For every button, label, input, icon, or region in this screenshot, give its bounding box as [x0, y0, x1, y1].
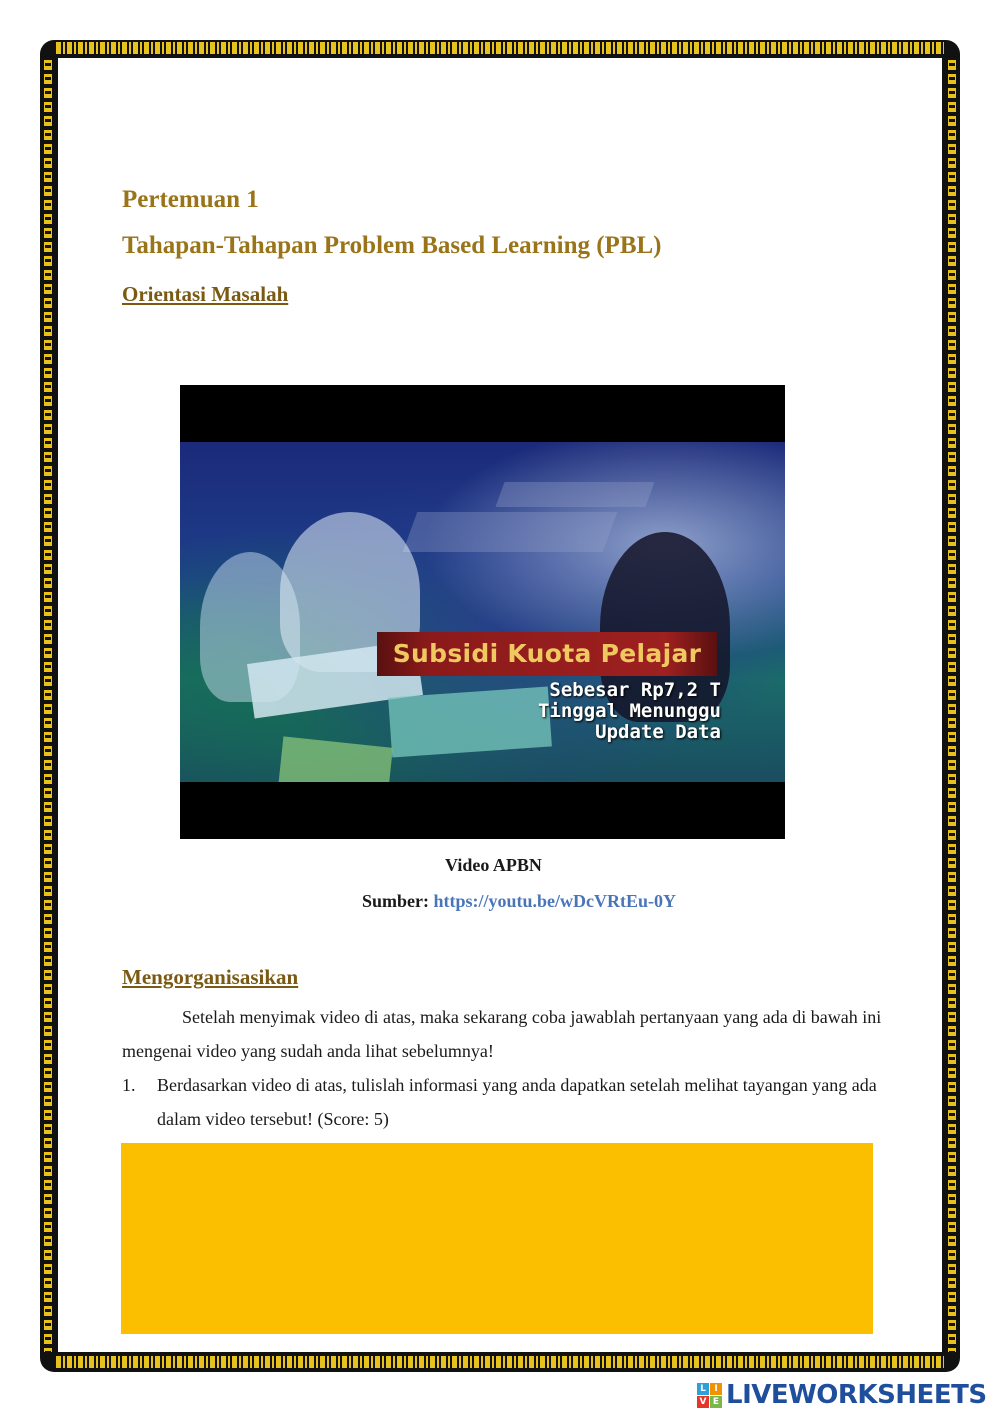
question-text: Berdasarkan video di atas, tulislah informasi yang anda dapatkan setelah melihat tayangan yang ada dalam video tersebut! (Score: 5)	[157, 1075, 877, 1129]
frame-border-top	[56, 42, 944, 54]
video-banner-line: Update Data	[595, 721, 721, 743]
question-item	[122, 1068, 882, 1136]
answer-input[interactable]	[121, 1143, 873, 1334]
video-thumbnail[interactable]	[180, 442, 785, 782]
video-banner-line: Tinggal Menunggu	[537, 700, 721, 722]
frame-border-right	[946, 58, 958, 1354]
thumbnail-book	[388, 686, 552, 757]
video-banner-subtitle	[538, 680, 721, 743]
question-number: 1.	[122, 1075, 136, 1095]
frame-border-left	[42, 58, 54, 1354]
source-link[interactable]: https://youtu.be/wDcVRtEu-0Y	[433, 891, 677, 911]
video-banner-title: Subsidi Kuota Pelajar	[377, 632, 717, 676]
thumbnail-desk	[403, 512, 618, 552]
video-player[interactable]	[180, 385, 785, 839]
thumbnail-book	[277, 736, 393, 782]
brand-name: LIVEWORKSHEETS	[726, 1380, 987, 1410]
liveworksheets-logo	[697, 1378, 987, 1412]
video-source	[362, 891, 676, 912]
instruction-paragraph: Setelah menyimak video di atas, maka sekarang coba jawablah pertanyaan yang ada di bawah ini mengenai video yang sudah anda lihat sebelumnya!	[122, 1007, 882, 1061]
video-caption: Video APBN	[445, 855, 542, 875]
source-label: Sumber:	[362, 891, 429, 911]
thumbnail-desk	[495, 482, 654, 507]
section-heading-organize: Mengorganisasikan	[122, 965, 299, 989]
liveworksheets-logo-icon: L I V E	[697, 1383, 722, 1408]
frame-border-bottom	[56, 1356, 944, 1368]
section-heading-orientation: Orientasi Masalah	[122, 282, 289, 306]
video-banner-line: Sebesar Rp7,2 T	[549, 679, 721, 701]
meeting-heading: Pertemuan 1	[122, 186, 259, 213]
page-title: Tahapan-Tahapan Problem Based Learning (PBL)	[122, 232, 662, 259]
